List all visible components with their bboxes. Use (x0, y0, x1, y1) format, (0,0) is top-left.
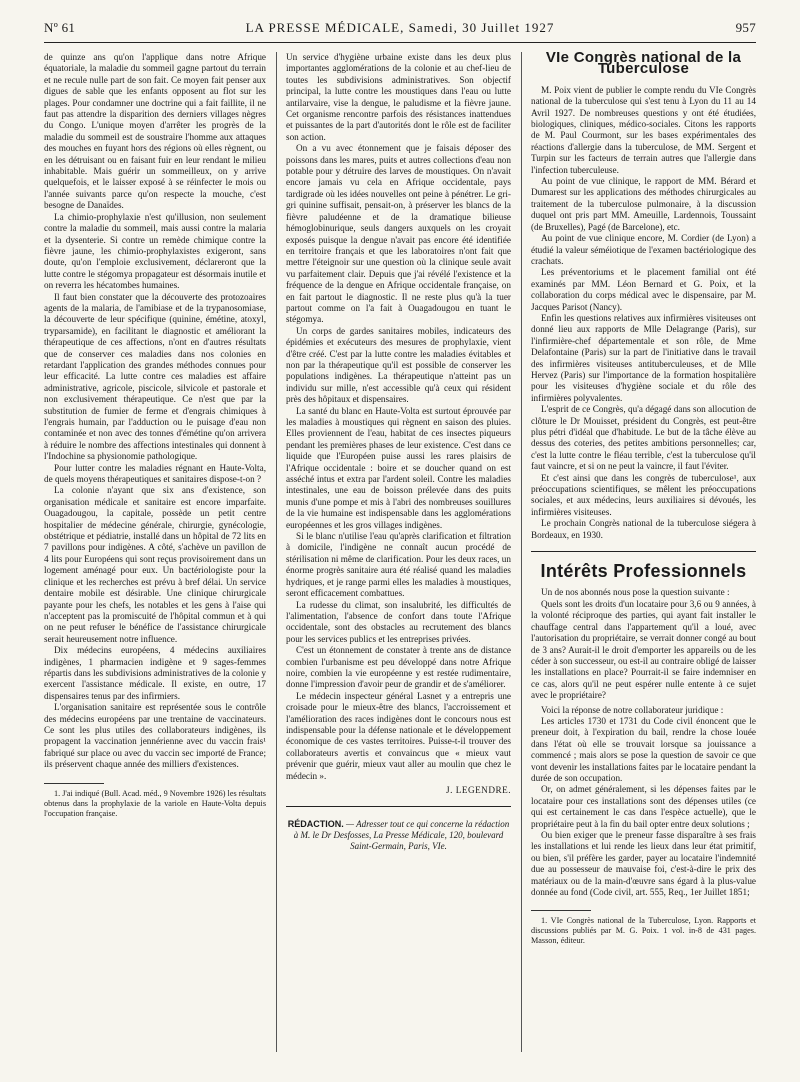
paragraph: Dix médecins européens, 4 médecins auxiliaires indigènes, 1 pharmacien indigène et 9 sages-femmes répartis dans les subdivisions administratives de la colonie y exercent l'assistance médicale. Il existe, en outre, 17 dispensaires tenus par des infirmiers. (44, 645, 266, 701)
paragraph: La rudesse du climat, son insalubrité, les difficultés de l'alimentation, l'absence de confort dans toute l'Afrique occidentale, sont des obstacles au recrutement des blancs pour les services publics et les entreprises privées. (286, 599, 511, 644)
column-1 (44, 52, 266, 819)
running-header (44, 20, 756, 40)
paragraph: M. Poix vient de publier le compte rendu du VIe Congrès national de la tuberculose qui s'est tenu à Lyon du 11 au 14 Avril 1927. De nombreuses questions y ont été étudiées, biologiques, cliniques, médico-sociales. Citons les rapports de M. Paul Courmont, sur les bases expérimentales des réactions d'allergie dans la tuberculose, de MM. Sergent et Turpin sur les facteurs de terrain autres que l'allergie dans l'infection tuberculeuse. (531, 84, 756, 175)
footnote-rule (531, 910, 591, 911)
paragraph: Et c'est ainsi que dans les congrès de tuberculose¹, aux préoccupations scientifiques, se mêlent les préoccupations sociales, et aux médecins, leurs auxiliaires si dévoués, les infirmières visiteuses. (531, 472, 756, 517)
paragraph: Or, on admet généralement, si les dépenses faites par le locataire pour ces installations sont des dépenses utiles (ce qui est certainement le cas dans l'espèce actuelle), que le propriétaire peut à la fin du bail opter entre deux solutions ; (531, 784, 756, 829)
paragraph: L'organisation sanitaire est représentée sous le contrôle des médecins européens par une trentaine de vaccinateurs. Ce sont les plus utiles des collaborateurs indigènes, ils propagent la vaccination jennérienne avec du vaccin frais¹ fabriqué sur place ou avec du vaccin sec importé de France; ils préservent chaque année des milliers d'existences. (44, 702, 266, 770)
paragraph: Les préventoriums et le placement familial ont été examinés par MM. Léon Bernard et G. Poix, et la collaboration du corps médical avec le dispensaire, par M. Jacques Parisot (Nancy). (531, 267, 756, 312)
column-3 (531, 49, 756, 946)
column-divider (521, 52, 522, 1052)
paragraph: C'est un étonnement de constater à trente ans de distance combien l'urbanisme est peu développé dans notre Afrique noire, combien la vie européenne y est restée rudimentaire, donne l'impression d'avoir peur de grandir et de s'améliorer. (286, 645, 511, 690)
paragraph: Voici la réponse de notre collaborateur juridique : (541, 704, 724, 715)
paragraph: Un service d'hygiène urbaine existe dans les deux plus importantes agglomérations de la colonie et au chef-lieu de toutes les subdivisions administratives. Son objectif principal, la lutte contre les moustiques dans l'eau ou lutte antilarvaire, vise la dengue, le paludisme et la fièvre jaune. Cet organisme rencontre parfois des résistances inattendues et puissantes de la part d'autorités dont le rôle est de faciliter son action. (286, 52, 511, 142)
issue-number: Nº 61 (44, 20, 76, 35)
page-number: 957 (735, 20, 756, 35)
separator-rule (286, 806, 511, 807)
paragraph: Au point de vue clinique, le rapport de MM. Bérard et Dumarest sur les applications des méthodes chirurgicales au traitement de la tuberculose pulmonaire, à la discussion duquel ont pris part MM. Ameuille, Lardennois, Toussaint (de Bruxelles), Pagé (de Barcelone), etc. (531, 176, 756, 232)
paragraph: Pour lutter contre les maladies régnant en Haute-Volta, de quels moyens thérapeutiques et sanitaires dispose-t-on ? (44, 462, 266, 485)
separator-rule (531, 551, 756, 552)
paragraph: On a vu avec étonnement que je faisais déposer des poissons dans les mares, puits et autres collections d'eau non potable pour y détruire des larves de moustiques. On n'avait encore jamais vu cela en Afrique occidentale, pays tardigrade où les idées nouvelles ont peine à pénétrer. Le gri-gri quinine suffisait, pensait-on, à préserver les blancs de la fièvre paludéenne et de la dramatique bilieuse hémoglobinurique, seuls dangers auxquels on les croyait exposés puisque la dengue n'avait pas encore été identifiée en territoire français et que les laboratoires n'ont fait que mettre l'éteignoir sur une question où la clinique seule avait vu parfaitement clair. Depuis que j'ai révélé l'existence et la fréquence de la dengue en Afrique occidentale française, on en fait partout le diagnostic. Il ne reste plus qu'à la tuer partout comme on l'a fait à Ouagadougou en tuant le stégomya. (286, 143, 511, 325)
paragraph: Si le blanc n'utilise l'eau qu'après clarification et filtration à domicile, l'indigène ne connaît aucun procédé de stérilisation ni même de clarification. Pour les deux races, un énorme progrès sanitaire aura été réalisé quand les maladies hydriques, et je range parmi elles les maladies à moustiques, seront efficacement combattues. (286, 531, 511, 599)
footnote: 1. J'ai indiqué (Bull. Acad. méd., 9 Novembre 1926) les résultats obtenus dans la prophylaxie de la variole en Haute-Volta depuis l'occupation française. (44, 788, 266, 818)
footnote: 1. VIe Congrès national de la Tuberculose, Lyon. Rapports et discussions publiés par M. G. Poix. 1 vol. in-8 de 431 pages. Masson, éditeur. (531, 916, 756, 946)
paragraph: Ou bien exiger que le preneur fasse disparaître à ses frais les installations et lui rende les lieux dans leur état primitif, ou bien, s'il préfère les garder, payer au locataire l'indemnité due au possesseur de mauvaise foi, c'est-à-dire le prix des matériaux ou de la main-d'œuvre sans égard à la plus-value donnée au fond (Code civil, art. 555, Req., 1er Juillet 1851; (531, 830, 756, 898)
paragraph: Un de nos abonnés nous pose la question suivante : (541, 587, 730, 598)
section-title-congress: VIe Congrès national de la Tuberculose (545, 49, 742, 78)
redaction-text: — Adresser tout ce qui concerne la rédaction à M. le Dr Desfosses, La Presse Médicale, 120, boulevard Saint-Germain, Paris, VIe. (293, 819, 510, 852)
paragraph: La colonie n'ayant que six ans d'existence, son organisation médicale et sanitaire est encore imparfaite. Ouagadougou, la capitale, possède un petit centre hospitalier de médecine générale, chirurgie, gynécologie, obstétrique et pédiatrie, installé dans un hôpital de 72 lits en 7 pavillons pour indigènes. A côté, s'achève un pavillon de 4 lits pour Européens qui sont reçus provisoirement dans un logement aménagé pour eux. Un bactériologiste pour la clinique et les recherches est prévu à bref délai. Un service dentaire mobile est désirable. Une clinique chirurgicale payante pour les chefs, les notables et les gens à l'aise qui n'acceptent pas la promiscuité de l'hôpital commun et à qui on ne peut refuser le bénéfice de l'assistance chirurgicale serait heureusement notre influence. (44, 485, 266, 644)
redaction-notice (286, 819, 511, 852)
paragraph: Un corps de gardes sanitaires mobiles, indicateurs des épidémies et exécuteurs des mesures de prophylaxie, vient d'être créé. C'est par la lutte contre les maladies évitables et non par la thérapeutique qu'il est possible de conserver les populations indigènes. La thérapeutique n'atteint pas un individu sur mille, n'est accessible qu'à ceux qui résident près des hôpitaux et dispensaires. (286, 325, 511, 405)
paragraph: Il faut bien constater que la découverte des protozoaires agents de la malaria, de l'amibiase et de la trypanosomiase, la découverte de leur spécifique (quinine, émétine, atoxyl, tryparsamide), en facilitant le diagnostic et améliorant la thérapeutique de ces affections, n'ont en d'autres résultats que de conserver ces maladies dans nos colonies en retardant l'application des grandes méthodes connues pour leur efficacité. La lutte contre ces maladies est affaire administrative, agricole, piscicole, silvicole et pastorale et non exclusivement thérapeutique. Ce n'est que par la substitution de fumier de ferme et d'engrais chimiques à l'engrais humain, par l'adduction ou le puisage d'eau non contaminée et non avec des tonnes d'émétine qu'on arrivera à réduire le nombre des affections intestinales qui donnent à l'Indochine sa physionomie pathologique. (44, 291, 266, 462)
footnote-rule (44, 783, 104, 784)
paragraph: La santé du blanc en Haute-Volta est surtout éprouvée par les maladies à moustiques qui règnent en saison des pluies. Elles proviennent de l'eau, habitat de ces insectes piqueurs pendant les premières phases de leur existence. C'est dans ce liquide que l'Européen puise aussi les rares plaisirs de l'Afrique occidentale : boire et se doucher quand on est asséché intus et extra par l'ardent soleil. Contre les maladies intestinales, une eau de boisson prélevée dans des puits munis d'une pompe et mis à l'abri des nombreuses souillures de la vie humaine est indispensable dans les agglomérations européennes et les gros villages indigènes. (286, 405, 511, 530)
question-paragraph: Quels sont les droits d'un locataire pour 3,6 ou 9 années, à la volonté réciproque des parties, qui ayant fait installer le chauffage central dans l'appartement qu'il a loué, avec l'autorisation du propriétaire, se verrait donner congé au bout de 3 ans? Aurait-il le droit d'emporter les appareils ou de les céder à son successeur, ou est-il au contraire obligé de laisser les installations en place? Pourrait-il se faire indemniser en ce cas, alors qu'il ne peut espérer nulle entente à ce sujet avec le propriétaire? (531, 598, 756, 701)
header-rule (44, 42, 756, 43)
section-title-professional: Intérêts Professionnels (540, 561, 747, 582)
paragraph: Enfin les questions relatives aux infirmières visiteuses ont donné lieu aux rapports de Mlle Delagrange (Paris), sur l'infirmière-chef départementale et son rôle, de Mme Delafontaine (Paris) sur la part de l'initiative dans le travail des infirmières visiteuses antituberculeuses, et de Mlle Hervez (Paris) sur l'importance de la formation hospitalière pour les visiteuses d'hygiène sociale et du rôle des infirmières polyvalentes. (531, 312, 756, 403)
paragraph: L'esprit de ce Congrès, qu'a dégagé dans son allocution de clôture le Dr Mouisset, président du Congrès, est peut-être plus pétri d'idéal que d'habitude. Le but de la tâche élève au dessus des coteries, des petites ambitions personnelles; car, c'est la lutte contre le fléau terrible, c'est la tuberculose qu'il faut vaincre, et si on ne peut la vaincre, il faut l'éviter. (531, 404, 756, 472)
column-divider (276, 52, 277, 1052)
paragraph: Les articles 1730 et 1731 du Code civil énoncent que le preneur doit, à l'expiration du bail, rendre la chose louée dans l'état où elle se trouvait lorsque sa jouissance a commencé ; mais alors se pose la question de savoir ce que vont devenir les installations faites par le locataire pendant la durée de son occupation. (531, 715, 756, 783)
journal-title: LA PRESSE MÉDICALE, Samedi, 30 Juillet 1927 (245, 20, 555, 35)
paragraph: Au point de vue clinique encore, M. Cordier (de Lyon) a étudié la valeur séméiotique de l'examen bactériologique des crachats. (531, 233, 756, 266)
redaction-label: RÉDACTION. (287, 819, 344, 830)
paragraph: Le prochain Congrès national de la tuberculose siégera à Bordeaux, en 1930. (531, 518, 756, 540)
paragraph: de quinze ans qu'on l'applique dans notre Afrique équatoriale, la maladie du sommeil gagne partout du terrain et ne recule nulle part de son fait. Ce moyen fait penser aux digues de sable que les enfants opposent au flot sur les plages. Pour condamner une doctrine qui a fait faillite, il ne faut pas attendre la disparition des derniers villages nègres du Congo. L'unique moyen d'arrêter les progrès de la maladie du sommeil est de soustraire l'homme aux attaques des mouches en fuyant hors des régions où elles règnent, ou en les détruisant ou en faisant fuir en leur rendant le milieu inhabitable. Mais guérir un sommeilleux, on y arrive quelquefois, et le laisser exposé à se réinfecter le mois ou l'année suivants parce qu'on respecte la mouche, c'est besogne de Danaïdes. (44, 52, 266, 211)
author-signature: J. LEGENDRE. (446, 785, 511, 795)
column-2 (286, 52, 511, 852)
paragraph: La chimio-prophylaxie n'est qu'illusion, non seulement contre la maladie du sommeil, mais aussi contre la malaria et la dysenterie. Si contre un remède chimique contre la fièvre jaune, les chimio-prophylaxistes exigeront, sans doute, qu'on l'emploie exclusivement, déclareront que la lutte contre le stégomya propagateur est désormais inutile et on reverra les hécatombes humaines. (44, 211, 266, 291)
paragraph: Le médecin inspecteur général Lasnet y a entrepris une croisade pour le mieux-être des blancs, l'accroissement et l'amélioration des races indigènes dont le concours nous est indispensable pour la défense nationale et le développement économique de ces vastes territoires. Puisse-t-il trouver des collaborateurs avertis et convaincus que « mieux vaut prévenir que guérir, mieux vaut aller au moulin que chez le médecin ». (286, 690, 511, 781)
